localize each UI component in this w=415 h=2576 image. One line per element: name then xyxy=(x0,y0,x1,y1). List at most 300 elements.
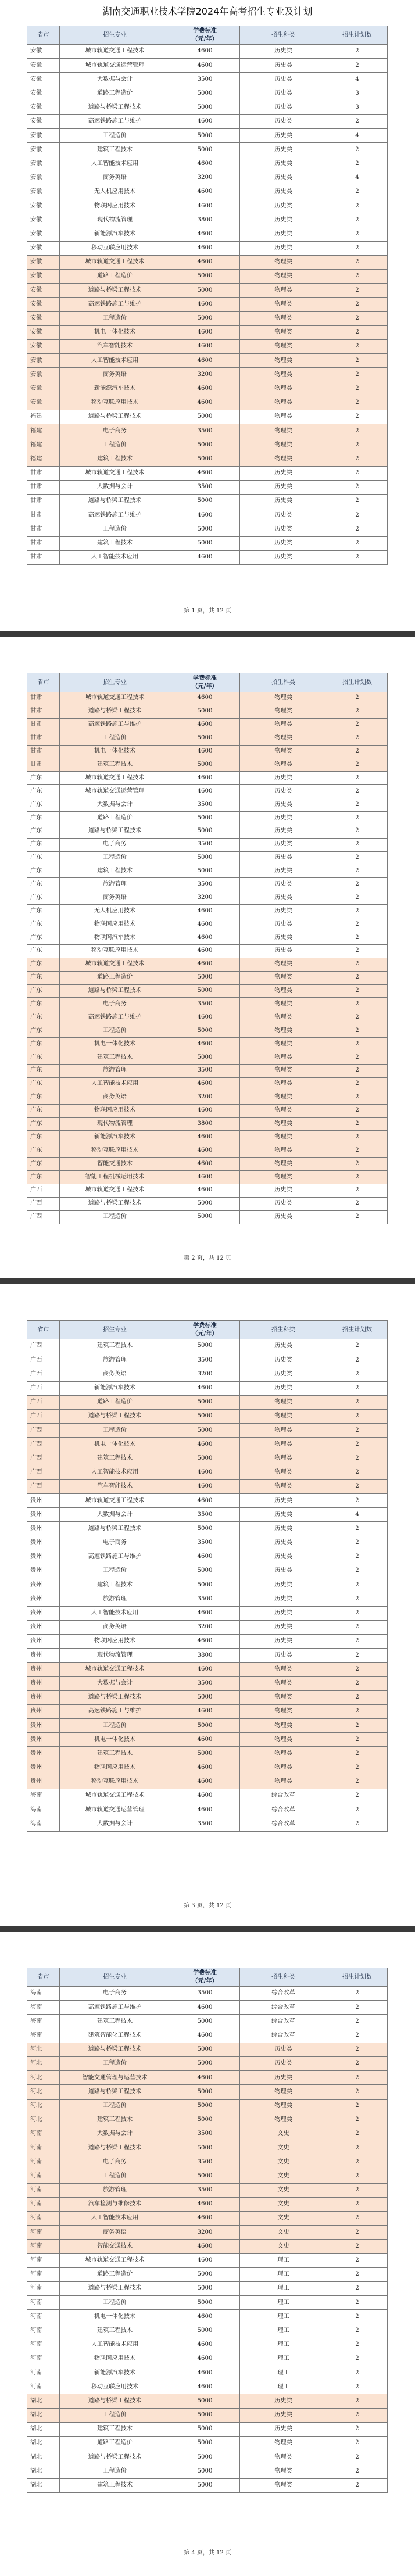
cell-category: 历史类 xyxy=(240,87,327,101)
table-row xyxy=(27,2169,388,2183)
cell-province: 河南 xyxy=(27,2253,60,2267)
cell-major: 高速铁路施工与维护 xyxy=(60,508,170,522)
cell-fee: 5000 xyxy=(170,1210,240,1224)
cell-plan: 2 xyxy=(327,1438,388,1452)
cell-plan: 2 xyxy=(327,2422,388,2436)
cell-category: 物理类 xyxy=(240,1144,327,1158)
cell-plan: 2 xyxy=(327,1210,388,1224)
cell-province: 河北 xyxy=(27,2113,60,2127)
cell-fee: 3500 xyxy=(170,1676,240,1690)
table-row xyxy=(27,1733,388,1747)
cell-fee: 4600 xyxy=(170,1494,240,1508)
cell-major: 道路工程造价 xyxy=(60,1395,170,1409)
cell-category: 物理类 xyxy=(240,410,327,424)
cell-fee: 5000 xyxy=(170,536,240,550)
document-title: 湖南交通职业技术学院2024年高考招生专业及计划 xyxy=(102,6,313,17)
header-plan-text: 招生计划数 xyxy=(342,1326,372,1333)
header-category-text: 招生科类 xyxy=(271,31,295,38)
cell-plan: 2 xyxy=(327,1051,388,1065)
cell-fee: 4600 xyxy=(170,1011,240,1024)
cell-major: 建筑工程技术 xyxy=(60,758,170,772)
cell-category: 历史类 xyxy=(240,1508,327,1522)
cell-plan: 2 xyxy=(327,2437,388,2450)
cell-province: 广东 xyxy=(27,944,60,958)
cell-plan: 2 xyxy=(327,1158,388,1171)
cell-major: 道路与桥梁工程技术 xyxy=(60,1690,170,1704)
cell-major: 旅游管理 xyxy=(60,1592,170,1606)
table-row xyxy=(27,2240,388,2253)
table-row xyxy=(27,480,388,494)
cell-category: 物理类 xyxy=(240,1104,327,1117)
cell-major: 工程造价 xyxy=(60,129,170,143)
cell-plan: 2 xyxy=(327,2085,388,2099)
cell-major: 人工智能技术应用 xyxy=(60,354,170,368)
cell-plan: 2 xyxy=(327,798,388,812)
cell-fee: 4600 xyxy=(170,339,240,353)
table-row xyxy=(27,2001,388,2015)
table-row xyxy=(27,2141,388,2155)
cell-major: 人工智能技术应用 xyxy=(60,2338,170,2352)
cell-plan: 2 xyxy=(327,2281,388,2295)
cell-fee: 5000 xyxy=(170,2450,240,2464)
cell-fee: 5000 xyxy=(170,2267,240,2281)
cell-plan: 2 xyxy=(327,339,388,353)
cell-category: 综合改革 xyxy=(240,2015,327,2029)
cell-plan: 2 xyxy=(327,1424,388,1438)
cell-category: 历史类 xyxy=(240,480,327,494)
cell-major: 道路工程造价 xyxy=(60,270,170,284)
cell-province: 广东 xyxy=(27,958,60,971)
table-row xyxy=(27,1536,388,1550)
cell-plan: 2 xyxy=(327,143,388,157)
table-row xyxy=(27,101,388,114)
header-fee-text: 学费标准 xyxy=(193,675,217,682)
cell-fee: 4600 xyxy=(170,1104,240,1117)
cell-category: 历史类 xyxy=(240,157,327,171)
cell-province: 湖北 xyxy=(27,2422,60,2436)
table-row xyxy=(27,732,388,745)
table-row xyxy=(27,1144,388,1158)
cell-fee: 3500 xyxy=(170,1987,240,2001)
table-row xyxy=(27,2267,388,2281)
cell-plan: 2 xyxy=(327,1011,388,1024)
cell-major: 建筑工程技术 xyxy=(60,2478,170,2492)
cell-major: 大数据与会计 xyxy=(60,2127,170,2141)
cell-major: 城市轨道交通工程技术 xyxy=(60,1184,170,1197)
cell-category: 历史类 xyxy=(240,227,327,241)
cell-plan: 2 xyxy=(327,865,388,878)
cell-major: 道路与桥梁工程技术 xyxy=(60,825,170,838)
cell-fee: 5000 xyxy=(170,1522,240,1536)
cell-fee: 3500 xyxy=(170,1536,240,1550)
table-row xyxy=(27,1381,388,1395)
cell-category: 历史类 xyxy=(240,2422,327,2436)
cell-major: 新能源汽车技术 xyxy=(60,227,170,241)
cell-major: 建筑工程技术 xyxy=(60,143,170,157)
cell-fee: 5000 xyxy=(170,971,240,984)
cell-plan: 2 xyxy=(327,2071,388,2085)
cell-plan: 2 xyxy=(327,1466,388,1479)
cell-category: 物理类 xyxy=(240,311,327,325)
cell-major: 高速铁路施工与维护 xyxy=(60,1704,170,1718)
cell-province: 河南 xyxy=(27,2141,60,2155)
cell-category: 历史类 xyxy=(240,73,327,87)
table-row xyxy=(27,2085,388,2099)
cell-plan: 2 xyxy=(327,325,388,339)
table-row xyxy=(27,1719,388,1733)
document-page xyxy=(0,647,415,1278)
cell-fee: 5000 xyxy=(170,705,240,718)
cell-fee: 4600 xyxy=(170,227,240,241)
table-row xyxy=(27,1353,388,1367)
cell-major: 高速铁路施工与维护 xyxy=(60,298,170,311)
cell-category: 物理类 xyxy=(240,368,327,382)
cell-plan: 2 xyxy=(327,2169,388,2183)
cell-major: 高速铁路施工与维护 xyxy=(60,718,170,732)
cell-category: 历史类 xyxy=(240,550,327,564)
cell-category: 历史类 xyxy=(240,851,327,865)
cell-category: 历史类 xyxy=(240,825,327,838)
cell-category: 历史类 xyxy=(240,918,327,931)
table-row xyxy=(27,1409,388,1423)
cell-major: 高速铁路施工与维护 xyxy=(60,1011,170,1024)
cell-major: 商务英语 xyxy=(60,171,170,185)
cell-category: 物理类 xyxy=(240,718,327,732)
cell-fee: 3500 xyxy=(170,1817,240,1831)
cell-province: 广东 xyxy=(27,1038,60,1051)
cell-major: 道路与桥梁工程技术 xyxy=(60,1197,170,1210)
cell-category: 理工 xyxy=(240,2324,327,2338)
cell-major: 智能交通管理与运营技术 xyxy=(60,2071,170,2085)
cell-fee: 3500 xyxy=(170,998,240,1011)
page-footer: 第 3 页，共 12 页 xyxy=(184,1903,231,1909)
cell-category: 物理类 xyxy=(240,2450,327,2464)
table-row xyxy=(27,1104,388,1117)
table-row xyxy=(27,1479,388,1493)
cell-major: 道路与桥梁工程技术 xyxy=(60,2281,170,2295)
table-row xyxy=(27,1803,388,1817)
header-province-text: 省市 xyxy=(37,31,49,38)
cell-province: 广西 xyxy=(27,1438,60,1452)
cell-major: 工程造价 xyxy=(60,1024,170,1038)
cell-plan: 2 xyxy=(327,2352,388,2366)
cell-category: 物理类 xyxy=(240,1158,327,1171)
cell-province: 贵州 xyxy=(27,1536,60,1550)
page-separator xyxy=(0,631,415,647)
table-row xyxy=(27,325,388,339)
cell-fee: 5000 xyxy=(170,851,240,865)
cell-category: 物理类 xyxy=(240,1395,327,1409)
cell-plan: 2 xyxy=(327,785,388,798)
cell-major: 道路与桥梁工程技术 xyxy=(60,410,170,424)
cell-plan: 2 xyxy=(327,1663,388,1676)
table-row xyxy=(27,2212,388,2226)
cell-category: 物理类 xyxy=(240,998,327,1011)
cell-category: 文史 xyxy=(240,2212,327,2226)
table-row xyxy=(27,73,388,87)
cell-province: 安徽 xyxy=(27,241,60,255)
cell-major: 道路工程造价 xyxy=(60,971,170,984)
cell-plan: 2 xyxy=(327,2001,388,2015)
cell-plan: 2 xyxy=(327,1353,388,1367)
cell-province: 河南 xyxy=(27,2197,60,2211)
cell-fee: 3800 xyxy=(170,1649,240,1663)
table-row xyxy=(27,2197,388,2211)
cell-province: 广西 xyxy=(27,1197,60,1210)
cell-category: 历史类 xyxy=(240,785,327,798)
cell-category: 历史类 xyxy=(240,1578,327,1592)
cell-category: 理工 xyxy=(240,2338,327,2352)
cell-major: 城市轨道交通工程技术 xyxy=(60,772,170,785)
table-row xyxy=(27,1494,388,1508)
header-fee xyxy=(170,673,240,692)
cell-major: 道路与桥梁工程技术 xyxy=(60,2450,170,2464)
cell-plan: 2 xyxy=(327,213,388,227)
table-row xyxy=(27,2071,388,2085)
cell-province: 安徽 xyxy=(27,114,60,128)
cell-plan: 2 xyxy=(327,1634,388,1648)
cell-major: 城市轨道交通运营管理 xyxy=(60,785,170,798)
header-fee-text: （元/年） xyxy=(192,1330,218,1337)
cell-fee: 5000 xyxy=(170,2422,240,2436)
cell-fee: 3200 xyxy=(170,2226,240,2240)
cell-province: 广东 xyxy=(27,812,60,825)
cell-category: 历史类 xyxy=(240,241,327,255)
table-header-row xyxy=(27,1968,388,1987)
cell-plan: 2 xyxy=(327,2253,388,2267)
cell-province: 广东 xyxy=(27,865,60,878)
table-row xyxy=(27,2366,388,2380)
cell-province: 广东 xyxy=(27,984,60,998)
cell-plan: 2 xyxy=(327,1719,388,1733)
cell-plan: 2 xyxy=(327,2141,388,2155)
cell-fee: 4600 xyxy=(170,1789,240,1803)
cell-major: 城市轨道交通工程技术 xyxy=(60,1789,170,1803)
cell-plan: 2 xyxy=(327,1747,388,1761)
cell-plan: 4 xyxy=(327,1508,388,1522)
cell-province: 安徽 xyxy=(27,255,60,269)
table-row xyxy=(27,1550,388,1564)
cell-plan: 2 xyxy=(327,692,388,705)
cell-fee: 5000 xyxy=(170,984,240,998)
cell-plan: 2 xyxy=(327,311,388,325)
cell-province: 安徽 xyxy=(27,339,60,353)
cell-fee: 4600 xyxy=(170,466,240,480)
cell-category: 物理类 xyxy=(240,270,327,284)
cell-category: 历史类 xyxy=(240,1649,327,1663)
cell-province: 广西 xyxy=(27,1395,60,1409)
cell-major: 工程造价 xyxy=(60,311,170,325)
cell-province: 福建 xyxy=(27,452,60,466)
cell-plan: 4 xyxy=(327,73,388,87)
cell-major: 旅游管理 xyxy=(60,1353,170,1367)
cell-plan: 2 xyxy=(327,1144,388,1158)
table-row xyxy=(27,1158,388,1171)
cell-plan: 4 xyxy=(327,171,388,185)
cell-major: 现代物流管理 xyxy=(60,213,170,227)
cell-province: 安徽 xyxy=(27,129,60,143)
cell-fee: 4600 xyxy=(170,1038,240,1051)
header-major xyxy=(60,26,170,45)
cell-fee: 5000 xyxy=(170,1424,240,1438)
cell-category: 综合改革 xyxy=(240,1803,327,1817)
table-row xyxy=(27,171,388,185)
cell-fee: 4600 xyxy=(170,1479,240,1493)
cell-major: 城市轨道交通工程技术 xyxy=(60,255,170,269)
cell-province: 安徽 xyxy=(27,157,60,171)
cell-plan: 2 xyxy=(327,480,388,494)
cell-major: 城市轨道交通工程技术 xyxy=(60,1663,170,1676)
cell-category: 理工 xyxy=(240,2366,327,2380)
cell-province: 河南 xyxy=(27,2281,60,2295)
cell-category: 物理类 xyxy=(240,1690,327,1704)
cell-category: 历史类 xyxy=(240,536,327,550)
cell-province: 广西 xyxy=(27,1381,60,1395)
cell-fee: 4600 xyxy=(170,114,240,128)
cell-province: 贵州 xyxy=(27,1649,60,1663)
cell-category: 物理类 xyxy=(240,2464,327,2478)
cell-plan: 2 xyxy=(327,2338,388,2352)
header-plan xyxy=(327,1321,388,1339)
cell-province: 安徽 xyxy=(27,325,60,339)
cell-fee: 5000 xyxy=(170,101,240,114)
cell-major: 商务英语 xyxy=(60,891,170,905)
table-row xyxy=(27,354,388,368)
cell-plan: 2 xyxy=(327,1803,388,1817)
cell-fee: 5000 xyxy=(170,495,240,508)
cell-fee: 5000 xyxy=(170,758,240,772)
cell-plan: 2 xyxy=(327,2450,388,2464)
table-row xyxy=(27,1606,388,1620)
cell-province: 甘肃 xyxy=(27,495,60,508)
cell-major: 建筑工程技术 xyxy=(60,865,170,878)
cell-category: 物理类 xyxy=(240,325,327,339)
cell-fee: 3500 xyxy=(170,878,240,891)
cell-province: 安徽 xyxy=(27,227,60,241)
cell-province: 海南 xyxy=(27,2015,60,2029)
cell-category: 物理类 xyxy=(240,1747,327,1761)
cell-category: 物理类 xyxy=(240,1091,327,1104)
cell-fee: 3500 xyxy=(170,2183,240,2197)
cell-category: 历史类 xyxy=(240,1367,327,1381)
table-row xyxy=(27,944,388,958)
cell-fee: 5000 xyxy=(170,2141,240,2155)
cell-province: 安徽 xyxy=(27,213,60,227)
cell-province: 广西 xyxy=(27,1184,60,1197)
cell-category: 历史类 xyxy=(240,1564,327,1578)
table-row xyxy=(27,241,388,255)
cell-province: 广东 xyxy=(27,918,60,931)
table-row xyxy=(27,1663,388,1676)
enrollment-table xyxy=(27,26,388,565)
header-fee-text: （元/年） xyxy=(192,683,218,690)
table-row xyxy=(27,1466,388,1479)
cell-fee: 4600 xyxy=(170,2338,240,2352)
table-row xyxy=(27,2296,388,2310)
cell-fee: 4600 xyxy=(170,1144,240,1158)
table-row xyxy=(27,1091,388,1104)
table-row xyxy=(27,758,388,772)
cell-major: 无人机应用技术 xyxy=(60,905,170,918)
cell-major: 新能源汽车技术 xyxy=(60,382,170,396)
cell-plan: 2 xyxy=(327,255,388,269)
cell-category: 物理类 xyxy=(240,438,327,452)
cell-major: 新能源汽车技术 xyxy=(60,1381,170,1395)
cell-province: 贵州 xyxy=(27,1690,60,1704)
cell-fee: 3500 xyxy=(170,838,240,851)
header-plan xyxy=(327,26,388,45)
cell-plan: 2 xyxy=(327,284,388,298)
cell-province: 湖北 xyxy=(27,2478,60,2492)
cell-major: 大数据与会计 xyxy=(60,798,170,812)
cell-fee: 4600 xyxy=(170,2212,240,2226)
cell-province: 安徽 xyxy=(27,87,60,101)
table-row xyxy=(27,1395,388,1409)
header-plan xyxy=(327,1968,388,1987)
cell-major: 道路与桥梁工程技术 xyxy=(60,284,170,298)
table-row xyxy=(27,692,388,705)
cell-category: 物理类 xyxy=(240,1479,327,1493)
cell-major: 机电一体化技术 xyxy=(60,1733,170,1747)
cell-province: 安徽 xyxy=(27,143,60,157)
cell-plan: 2 xyxy=(327,1620,388,1634)
cell-category: 历史类 xyxy=(240,1620,327,1634)
cell-province: 河南 xyxy=(27,2267,60,2281)
cell-major: 电子商务 xyxy=(60,998,170,1011)
cell-plan: 2 xyxy=(327,185,388,199)
cell-fee: 5000 xyxy=(170,1395,240,1409)
cell-fee: 5000 xyxy=(170,1197,240,1210)
cell-major: 建筑工程技术 xyxy=(60,1578,170,1592)
cell-plan: 2 xyxy=(327,745,388,758)
header-plan-text: 招生计划数 xyxy=(342,31,372,38)
cell-fee: 5000 xyxy=(170,1452,240,1466)
header-fee-text: （元/年） xyxy=(192,35,218,42)
cell-fee: 5000 xyxy=(170,2113,240,2127)
cell-category: 历史类 xyxy=(240,772,327,785)
table-row xyxy=(27,878,388,891)
table-row xyxy=(27,87,388,101)
cell-plan: 2 xyxy=(327,2226,388,2240)
cell-plan: 2 xyxy=(327,1064,388,1077)
cell-major: 汽车检测与维修技术 xyxy=(60,2197,170,2211)
cell-plan: 2 xyxy=(327,382,388,396)
cell-category: 历史类 xyxy=(240,1339,327,1353)
table-row xyxy=(27,2253,388,2267)
cell-fee: 5000 xyxy=(170,522,240,536)
cell-fee: 4600 xyxy=(170,1158,240,1171)
cell-plan: 2 xyxy=(327,2155,388,2169)
cell-plan: 2 xyxy=(327,2324,388,2338)
cell-major: 机电一体化技术 xyxy=(60,745,170,758)
cell-plan: 2 xyxy=(327,1038,388,1051)
cell-major: 工程造价 xyxy=(60,2099,170,2113)
header-province xyxy=(27,1321,60,1339)
cell-province: 安徽 xyxy=(27,101,60,114)
cell-plan: 2 xyxy=(327,1789,388,1803)
cell-major: 移动互联应用技术 xyxy=(60,1775,170,1789)
table-row xyxy=(27,1438,388,1452)
table-row xyxy=(27,2324,388,2338)
cell-province: 广西 xyxy=(27,1424,60,1438)
cell-fee: 4600 xyxy=(170,157,240,171)
cell-province: 安徽 xyxy=(27,368,60,382)
cell-fee: 4600 xyxy=(170,241,240,255)
header-fee-text: 学费标准 xyxy=(193,1969,217,1976)
cell-province: 贵州 xyxy=(27,1775,60,1789)
cell-category: 物理类 xyxy=(240,745,327,758)
cell-province: 广东 xyxy=(27,1171,60,1184)
